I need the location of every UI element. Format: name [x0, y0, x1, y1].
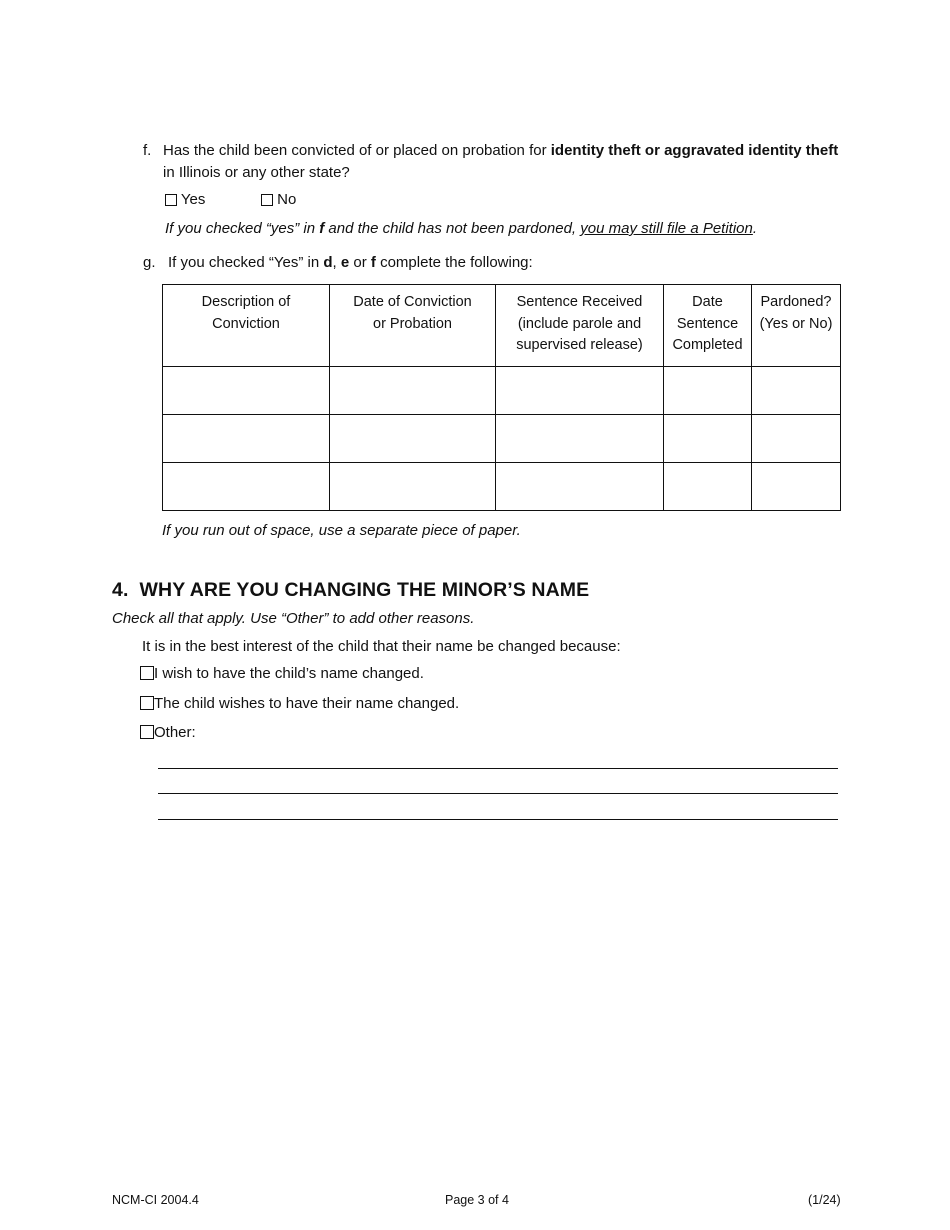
other-reason-line-1[interactable]	[158, 768, 838, 769]
table-cell[interactable]	[330, 415, 496, 463]
option-other[interactable]	[140, 723, 196, 743]
no-label: No	[277, 191, 297, 208]
question-f-text-start: Has the child been convicted of or placed on probation for	[163, 142, 551, 159]
section-4-title: WHY ARE YOU CHANGING THE MINOR’S NAME	[139, 579, 590, 601]
parent-wish-checkbox[interactable]	[140, 666, 154, 680]
table-cell[interactable]	[752, 415, 841, 463]
form-id: NCM-CI 2004.4	[112, 1193, 199, 1207]
table-cell[interactable]	[330, 367, 496, 415]
child-wish-label: The child wishes to have their name changed.	[154, 695, 460, 712]
header-date-completed: Date Sentence Completed	[664, 285, 752, 367]
table-row	[163, 367, 841, 415]
question-f-text	[163, 141, 838, 161]
header-sentence-received: Sentence Received (include parole and supervised release)	[496, 285, 664, 367]
parent-wish-label: I wish to have the child’s name changed.	[154, 665, 424, 682]
other-checkbox[interactable]	[140, 725, 154, 739]
table-cell[interactable]	[496, 367, 664, 415]
question-g-bold-f: f	[370, 254, 376, 271]
yes-label: Yes	[180, 191, 206, 208]
header-date-conviction: Date of Conviction or Probation	[330, 285, 496, 367]
question-g-text	[168, 253, 533, 273]
conviction-table	[162, 284, 841, 511]
table-cell[interactable]	[330, 463, 496, 511]
other-label: Other:	[154, 724, 196, 741]
petition-link[interactable]: you may still file a Petition	[580, 220, 753, 237]
table-header-row	[163, 285, 841, 367]
question-g-prefix: If you checked “Yes” in	[168, 254, 324, 271]
table-row	[163, 463, 841, 511]
table-row	[163, 415, 841, 463]
note-bold-f: f	[319, 220, 325, 237]
section-4-heading	[112, 578, 589, 602]
yes-option[interactable]	[165, 190, 205, 210]
section-4-lead: It is in the best interest of the child that their name be changed because:	[142, 638, 621, 655]
table-cell[interactable]	[752, 367, 841, 415]
note-middle: and the child has not been pardoned,	[324, 220, 581, 237]
child-wish-checkbox[interactable]	[140, 696, 154, 710]
page-number: Page 3 of 4	[445, 1193, 509, 1207]
table-cell[interactable]	[163, 415, 330, 463]
table-cell[interactable]	[664, 463, 752, 511]
question-g-comma: ,	[332, 254, 341, 271]
table-cell[interactable]	[496, 463, 664, 511]
question-g-bold-d: d	[323, 254, 333, 271]
table-cell[interactable]	[664, 367, 752, 415]
question-f-text-bold: identity theft or aggravated identity theft	[550, 142, 839, 159]
question-g-bold-e: e	[340, 254, 350, 271]
table-note: If you run out of space, use a separate piece of paper.	[162, 522, 521, 539]
table-cell[interactable]	[163, 367, 330, 415]
yes-checkbox[interactable]	[165, 194, 177, 206]
question-f-note	[165, 219, 757, 239]
section-4-instructions: Check all that apply. Use “Other” to add other reasons.	[112, 610, 475, 627]
note-end: .	[752, 220, 758, 237]
table-cell[interactable]	[752, 463, 841, 511]
question-f-letter: f.	[143, 142, 152, 159]
question-f-text-line2: in Illinois or any other state?	[163, 164, 350, 181]
header-description: Description of Conviction	[163, 285, 330, 367]
note-prefix: If you checked “yes” in	[165, 220, 320, 237]
no-option[interactable]	[261, 190, 296, 210]
option-parent-wish[interactable]	[140, 664, 424, 684]
question-g-suffix: complete the following:	[375, 254, 533, 271]
table-cell[interactable]	[496, 415, 664, 463]
other-reason-line-2[interactable]	[158, 793, 838, 794]
no-checkbox[interactable]	[261, 194, 273, 206]
question-g-or: or	[349, 254, 371, 271]
header-pardoned: Pardoned? (Yes or No)	[752, 285, 841, 367]
table-cell[interactable]	[664, 415, 752, 463]
section-4-number: 4.	[112, 579, 129, 601]
revision-date: (1/24)	[808, 1193, 841, 1207]
table-cell[interactable]	[163, 463, 330, 511]
question-g-letter: g.	[143, 254, 156, 271]
option-child-wish[interactable]	[140, 694, 459, 714]
other-reason-line-3[interactable]	[158, 819, 838, 820]
